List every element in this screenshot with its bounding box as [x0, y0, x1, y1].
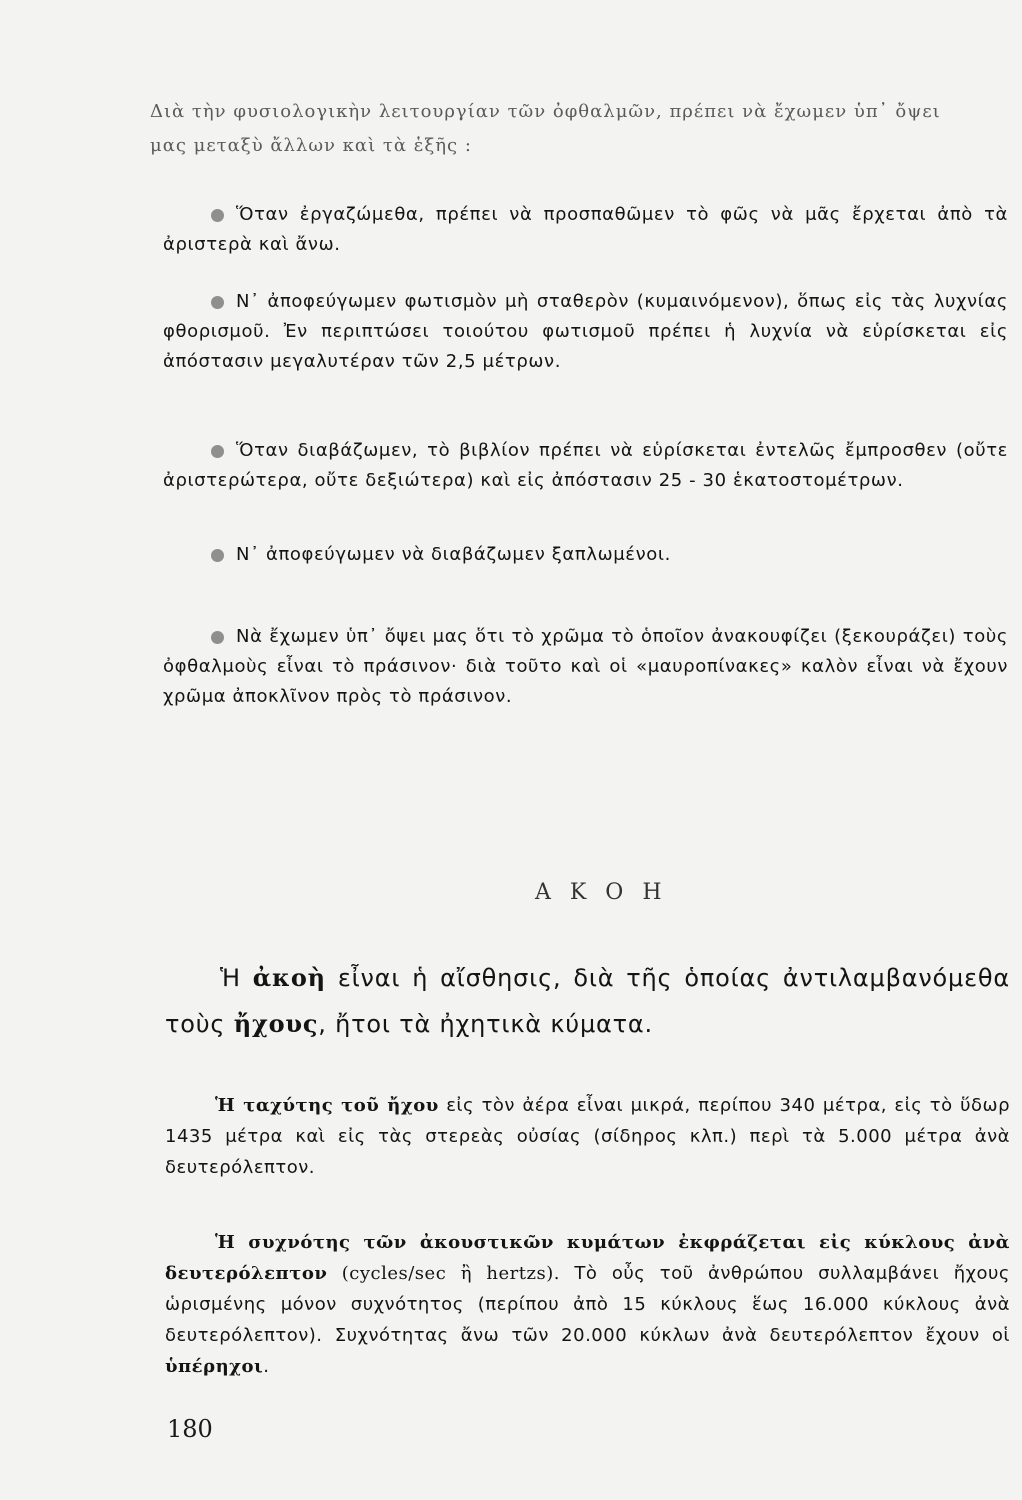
intro-paragraph: [150, 95, 1010, 163]
speed-paragraph: Ἡ ταχύτης τοῦ ἤχου εἰς τὸν ἀέρα εἶναι μικρά, περίπου 340 μέτρα, εἰς τὸ ὕδωρ 1435 μέτρα καὶ εἰς τὰς στερεὰς οὐσίας (σίδηρος κλπ.) περὶ τὰ 5.000 μέτρα ἀνὰ δευτερόλεπτον.: [165, 1095, 1010, 1178]
bullet-item: Νὰ ἔχωμεν ὑπ᾽ ὄψει μας ὅτι τὸ χρῶμα τὸ ὁποῖον ἀνακουφίζει (ξεκουράζει) τοὺς ὀφθαλμοὺς εἶναι τὸ πράσινον· διὰ τοῦτο καὶ οἱ «μαυροπίνακες» καλὸν εἶναι νὰ ἔχουν χρῶμα ἀποκλῖνον πρὸς τὸ πράσινον.: [163, 626, 1008, 707]
bullet-item: Ν᾽ ἀποφεύγωμεν νὰ διαβάζωμεν ξαπλωμένοι.: [163, 540, 1008, 570]
page-number: 180: [167, 1415, 213, 1443]
intro-line-2: μας μεταξὺ ἄλλων καὶ τὰ ἑξῆς :: [150, 135, 472, 156]
bullet-dot-icon: [211, 296, 224, 309]
intro-line-1: Διὰ τὴν φυσιολογικὴν λειτουργίαν τῶν ὀφθαλμῶν, πρέπει νὰ ἔχωμεν ὑπ᾽ ὄψει: [150, 101, 941, 122]
frequency-paragraph: Ἡ συχνότης τῶν ἀκουστικῶν κυμάτων ἐκφράζεται εἰς κύκλους ἀνὰ δευτερόλεπτον (cycles/sec ἢ hertzs). Τὸ οὖς τοῦ ἀνθρώπου συλλαμβάνει ἤχους ὡρισμένης μόνον συχνότητος (περίπου ἀπὸ 15 κύκλους ἕως 16.000 κύκλους ἀνὰ δευτερόλεπτον). Συχνότητας ἄνω τῶν 20.000 κύκλων ἀνὰ δευτερόλεπτον ἔχουν οἱ ὑπέρηχοι.: [165, 1232, 1010, 1377]
bullet-dot-icon: [211, 209, 224, 222]
definition-paragraph: Ἡ ἀκοὴ εἶναι ἡ αἴσθησις, διὰ τῆς ὁποίας ἀντιλαμβανόμεθα τοὺς ἤχους, ἤτοι τὰ ἠχητικὰ κύματα.: [165, 963, 1010, 1038]
bullet-item: Ὅταν διαβάζωμεν, τὸ βιβλίον πρέπει νὰ εὑρίσκεται ἐντελῶς ἔμπροσθεν (οὔτε ἀριστερώτερα, οὔτε δεξιώτερα) καὶ εἰς ἀπόστασιν 25 - 30 ἑκατοστομέτρων.: [163, 440, 1008, 491]
bullet-item: Ὅταν ἐργαζώμεθα, πρέπει νὰ προσπαθῶμεν τὸ φῶς νὰ μᾶς ἔρχεται ἀπὸ τὰ ἀριστερὰ καὶ ἄνω.: [163, 204, 1008, 255]
term-ichous: ἤχους: [233, 1009, 319, 1038]
term-akoi: ἀκοὴ: [252, 963, 326, 992]
bullet-item: Ν᾽ ἀποφεύγωμεν φωτισμὸν μὴ σταθερὸν (κυμαινόμενον), ὅπως εἰς τὰς λυχνίας φθορισμοῦ. Ἐν περιπτώσει τοιούτου φωτισμοῦ πρέπει ἡ λυχνία νὰ εὑρίσκεται εἰς ἀπόστασιν μεγαλυτέραν τῶν 2,5 μέτρων.: [163, 291, 1008, 372]
bullet-dot-icon: [211, 549, 224, 562]
bullet-dot-icon: [211, 445, 224, 458]
term-ultrasound: ὑπέρηχοι: [165, 1356, 264, 1377]
section-heading: Α Κ Ο Η: [535, 880, 668, 905]
term-frequency: Ἡ συχνότης τῶν ἀκουστικῶν κυμάτων ἐκφράζεται εἰς κύκλους ἀνὰ δευτερόλεπτον: [165, 1232, 1010, 1284]
bullet-dot-icon: [211, 631, 224, 644]
term-speed: Ἡ ταχύτης τοῦ ἤχου: [215, 1095, 439, 1116]
